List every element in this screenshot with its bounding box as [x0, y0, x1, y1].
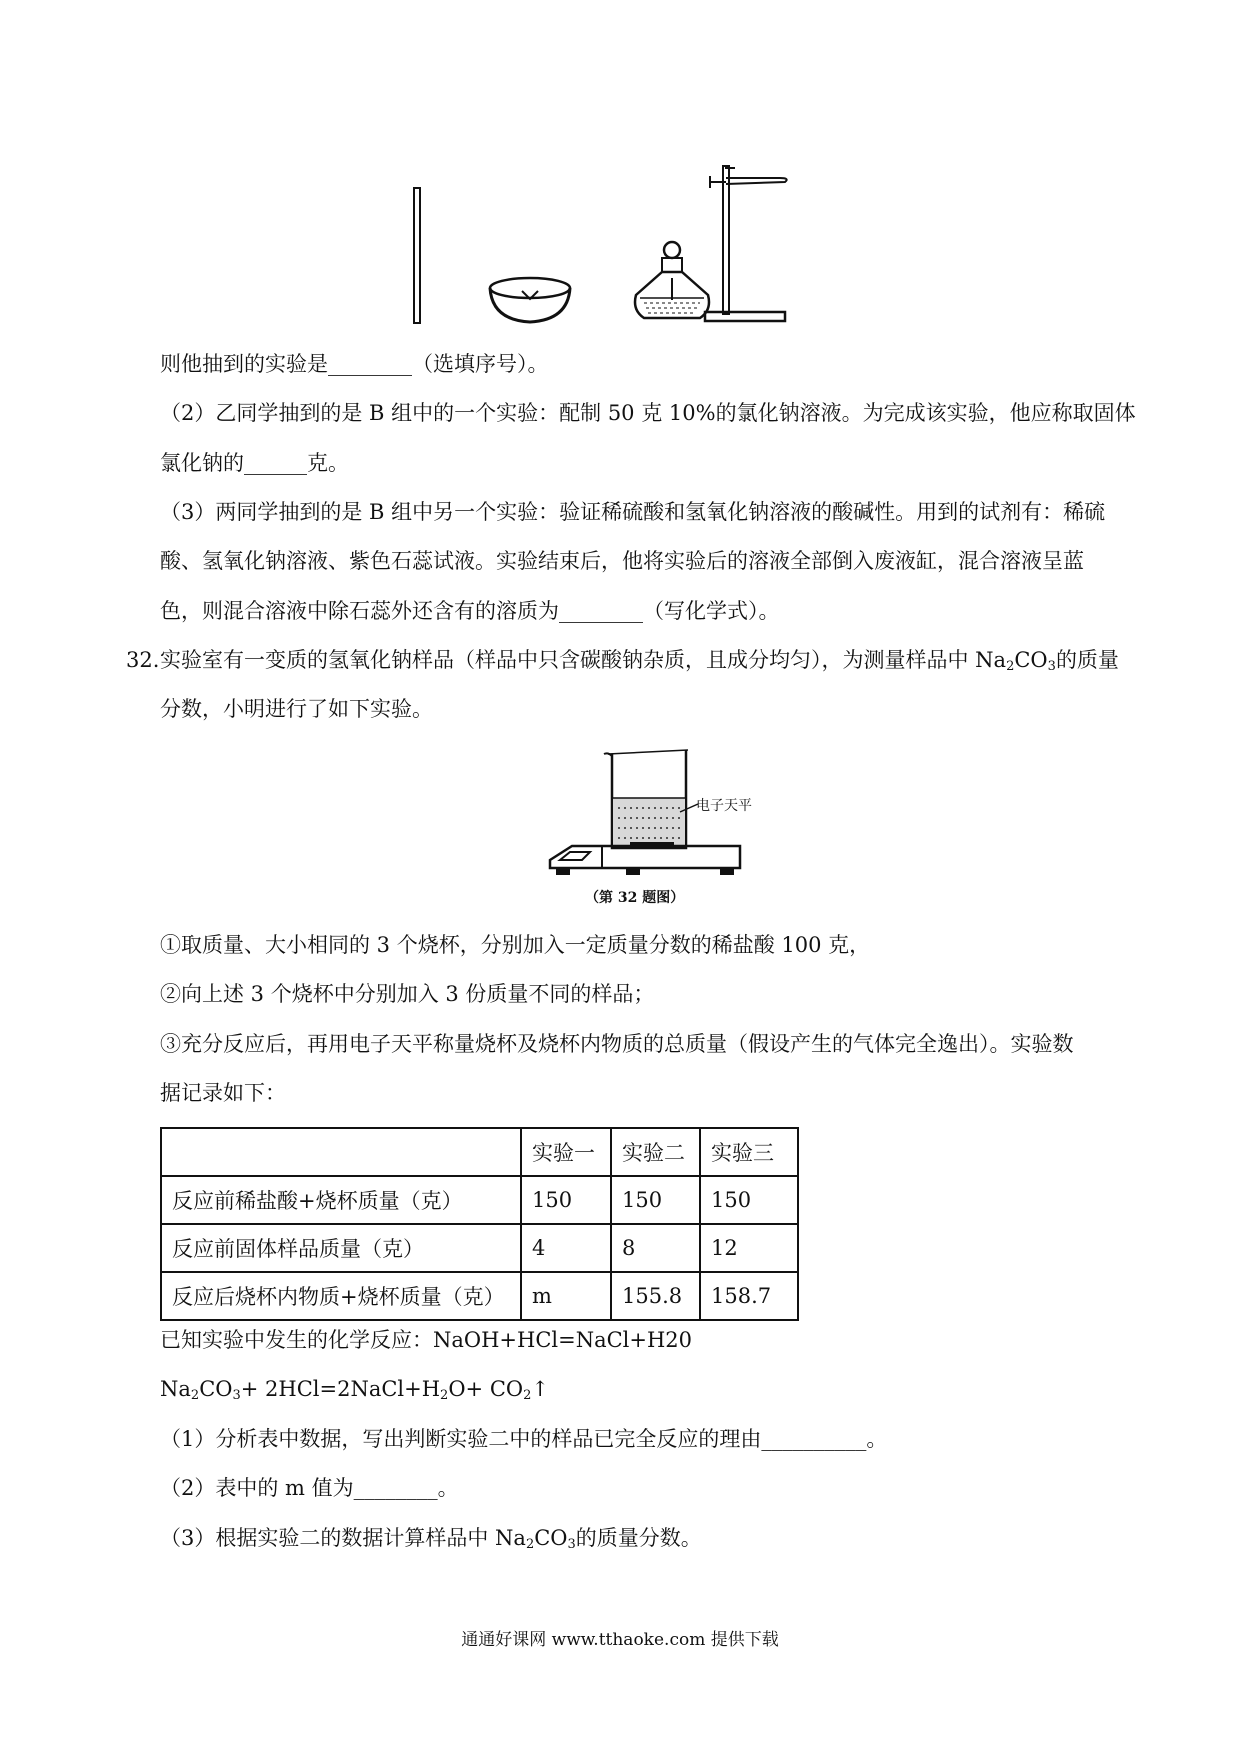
q32-number: 32. [126, 648, 160, 672]
table-row [161, 1224, 798, 1272]
q32-sub2: （2）表中的 m 值为________。 [160, 1476, 459, 1500]
q32-step2: ②向上述 3 个烧杯中分别加入 3 份质量不同的样品； [160, 982, 655, 1006]
table-header-cell: 实验一 [521, 1128, 611, 1176]
q32-sub1: （1）分析表中数据，写出判断实验二中的样品已完全反应的理由__________。 [160, 1427, 888, 1451]
table-header-cell: 实验二 [611, 1128, 700, 1176]
q32-step1: ①取质量、大小相同的 3 个烧杯，分别加入一定质量分数的稀盐酸 100 克， [160, 933, 871, 957]
electronic-balance-icon [550, 842, 740, 875]
table-cell: 12 [700, 1224, 798, 1272]
table-cell: 反应后烧杯内物质+烧杯质量（克） [161, 1272, 521, 1320]
q32-sub3: （3）根据实验二的数据计算样品中 $Na_2CO_3$的质量分数。 [160, 1526, 702, 1552]
table-cell: 150 [700, 1176, 798, 1224]
table-cell: 反应前固体样品质量（克） [161, 1224, 521, 1272]
glass-rod-icon [414, 188, 420, 323]
table-cell: 150 [521, 1176, 611, 1224]
apparatus-figure [400, 160, 900, 330]
table-header-row [161, 1128, 798, 1176]
q32-step3-line2: 据记录如下： [160, 1081, 286, 1105]
balance-figure [530, 742, 760, 912]
table-cell: 8 [611, 1224, 700, 1272]
table-cell: 反应前稀盐酸+烧杯质量（克） [161, 1176, 521, 1224]
q31-part2-line2: 氯化钠的______克。 [160, 451, 349, 475]
q32-step3-line1: ③充分反应后，再用电子天平称量烧杯及烧杯内物质的总质量（假设产生的气体完全逸出）。实验数 [160, 1032, 1074, 1056]
table-cell: 4 [521, 1224, 611, 1272]
q31-part3-line1: （3）两同学抽到的是 B 组中另一个实验：验证稀硫酸和氢氧化钠溶液的酸碱性。用到的试剂有：稀硫 [160, 500, 1106, 524]
table-cell: 150 [611, 1176, 700, 1224]
page-footer: 通通好课网 www.tthaoke.com 提供下载 [461, 1630, 779, 1650]
beaker-icon [604, 750, 688, 848]
reaction-intro: 已知实验中发生的化学反应：NaOH+HCl=NaCl+H20 [160, 1328, 693, 1352]
table-row [161, 1176, 798, 1224]
table-cell: 155.8 [611, 1272, 700, 1320]
table-header-cell [161, 1128, 521, 1176]
data-table [160, 1127, 799, 1321]
q31-answer-line: 则他抽到的实验是________（选填序号）。 [160, 352, 549, 376]
balance-label: 电子天平 [696, 798, 752, 814]
q31-part3-line3: 色，则混合溶液中除石蕊外还含有的溶质为________（写化学式）。 [160, 599, 780, 623]
table-cell: m [521, 1272, 611, 1320]
table-cell: 158.7 [700, 1272, 798, 1320]
q31-part2-line1: （2）乙同学抽到的是 B 组中的一个实验：配制 50 克 10%的氯化钠溶液。为完成该实验，他应称取固体 [160, 401, 1136, 425]
q31-part3-line2: 酸、氢氧化钠溶液、紫色石蕊试液。实验结束后，他将实验后的溶液全部倒入废液缸，混合溶液呈蓝 [160, 549, 1084, 573]
q32-line2: 分数，小明进行了如下实验。 [160, 697, 433, 721]
table-row [161, 1272, 798, 1320]
alcohol-lamp-icon [635, 242, 709, 318]
table-header-cell: 实验三 [700, 1128, 798, 1176]
evaporating-dish-icon [490, 278, 570, 322]
q32-line1: 实验室有一变质的氢氧化钠样品（样品中只含碳酸钠杂质，且成分均匀），为测量样品中 $Na_2CO_3$的质量 [160, 648, 1119, 674]
iron-stand-icon [705, 166, 787, 321]
figure-caption: （第 32 题图） [585, 890, 685, 906]
reaction-2: $Na_2CO_3+$ $2HCl=2NaCl+H_2O+$ $CO_2↑$ [160, 1377, 549, 1403]
